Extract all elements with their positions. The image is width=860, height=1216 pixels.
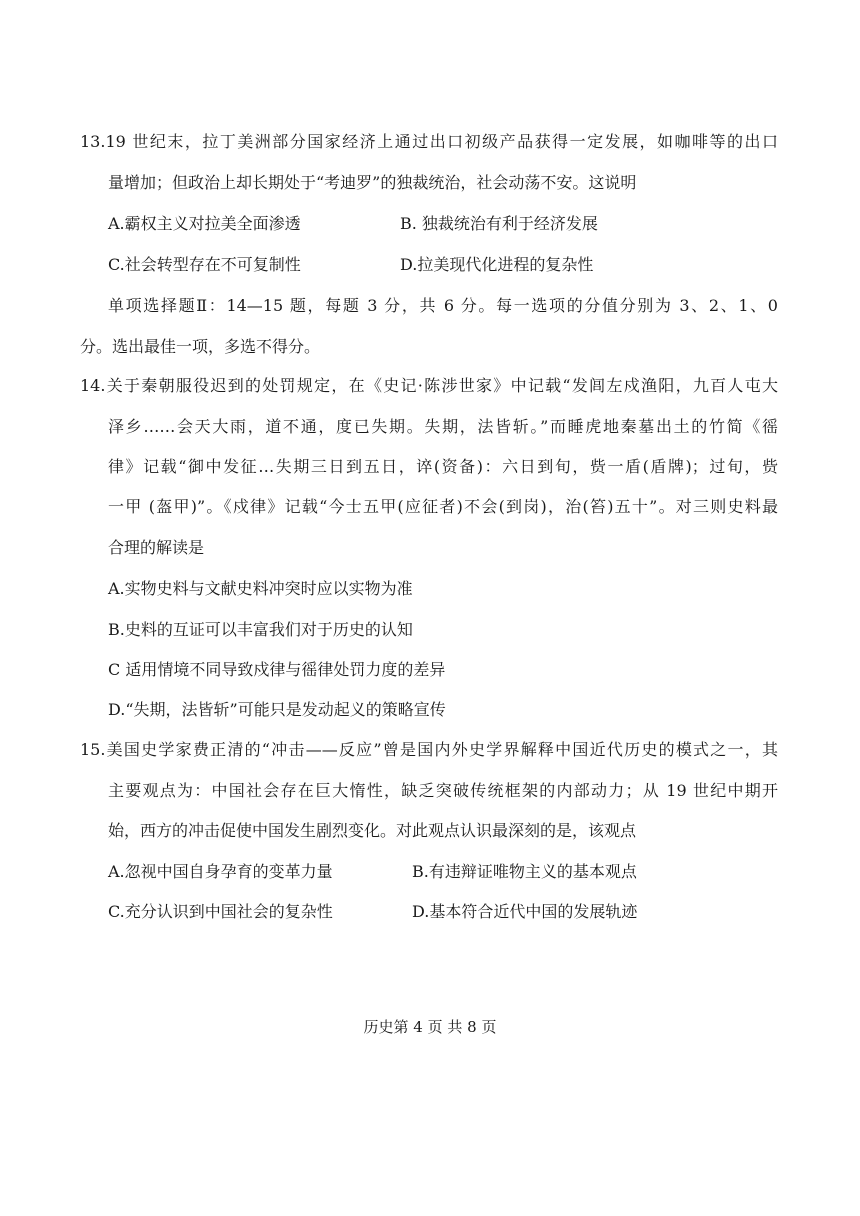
question-14-option-d: D.“失期，法皆斩”可能只是发动起义的策略宣传 [108,700,446,719]
question-14-option-b: B.史料的互证可以丰富我们对于历史的认知 [108,620,413,639]
question-15-stem-line-2: 主要观点为：中国社会存在巨大惰性，缺乏突破传统框架的内部动力；从 19 世纪中期开 [108,781,778,800]
section-2-instructions-line-1: 单项选择题Ⅱ：14—15 题，每题 3 分，共 6 分。每一选项的分值分别为 3、2、1、0 [108,296,778,315]
question-14-stem-line-2: 泽乡……会天大雨，道不通，度已失期。失期，法皆斩。”而睡虎地秦墓出土的竹简《徭 [108,417,778,436]
question-13-stem-line-2: 量增加；但政治上却长期处于“考迪罗”的独裁统治，社会动荡不安。这说明 [108,173,637,192]
question-14-option-a: A.实物史料与文献史料冲突时应以实物为准 [108,579,413,598]
question-15-option-c: C.充分认识到中国社会的复杂性 [108,902,333,921]
question-14-stem-line-5: 合理的解读是 [108,538,205,557]
question-14-stem-line-1: 14.关于秦朝服役迟到的处罚规定，在《史记·陈涉世家》中记载“发闾左戍渔阳，九百人屯大 [80,376,778,395]
question-15-option-d: D.基本符合近代中国的发展轨迹 [412,902,638,921]
question-13-option-a: A.霸权主义对拉美全面渗透 [108,214,301,233]
question-15-stem-line-1: 15.美国史学家费正清的“冲击——反应”曾是国内外史学界解释中国近代历史的模式之一，其 [80,740,778,759]
question-15-stem-line-3: 始，西方的冲击促使中国发生剧烈变化。对此观点认识最深刻的是，该观点 [108,821,637,840]
question-14-stem-line-3: 律》记载“御中发征…失期三日到五日，谇(资备)：六日到旬，赀一盾(盾牌)；过旬，赀 [108,457,778,476]
question-13-option-d: D.拉美现代化进程的复杂性 [400,255,594,274]
question-15-option-a: A.忽视中国自身孕育的变革力量 [108,862,333,881]
question-13-option-b: B. 独裁统治有利于经济发展 [400,214,598,233]
section-2-instructions-line-2: 分。选出最佳一项，多选不得分。 [80,337,321,356]
question-15-option-b: B.有违辩证唯物主义的基本观点 [412,862,637,881]
page-footer: 历史第 4 页 共 8 页 [363,1018,497,1036]
question-13-option-c: C.社会转型存在不可复制性 [108,255,301,274]
question-13-stem-line-1: 13.19 世纪末，拉丁美洲部分国家经济上通过出口初级产品获得一定发展，如咖啡等的出口 [80,132,778,151]
question-14-option-c: C 适用情境不同导致戍律与徭律处罚力度的差异 [108,660,446,679]
question-14-stem-line-4: 一甲 (盔甲)”。《戍律》记载“今士五甲(应征者)不会(到岗)，治(笞)五十”。对三则史料最 [108,497,778,516]
